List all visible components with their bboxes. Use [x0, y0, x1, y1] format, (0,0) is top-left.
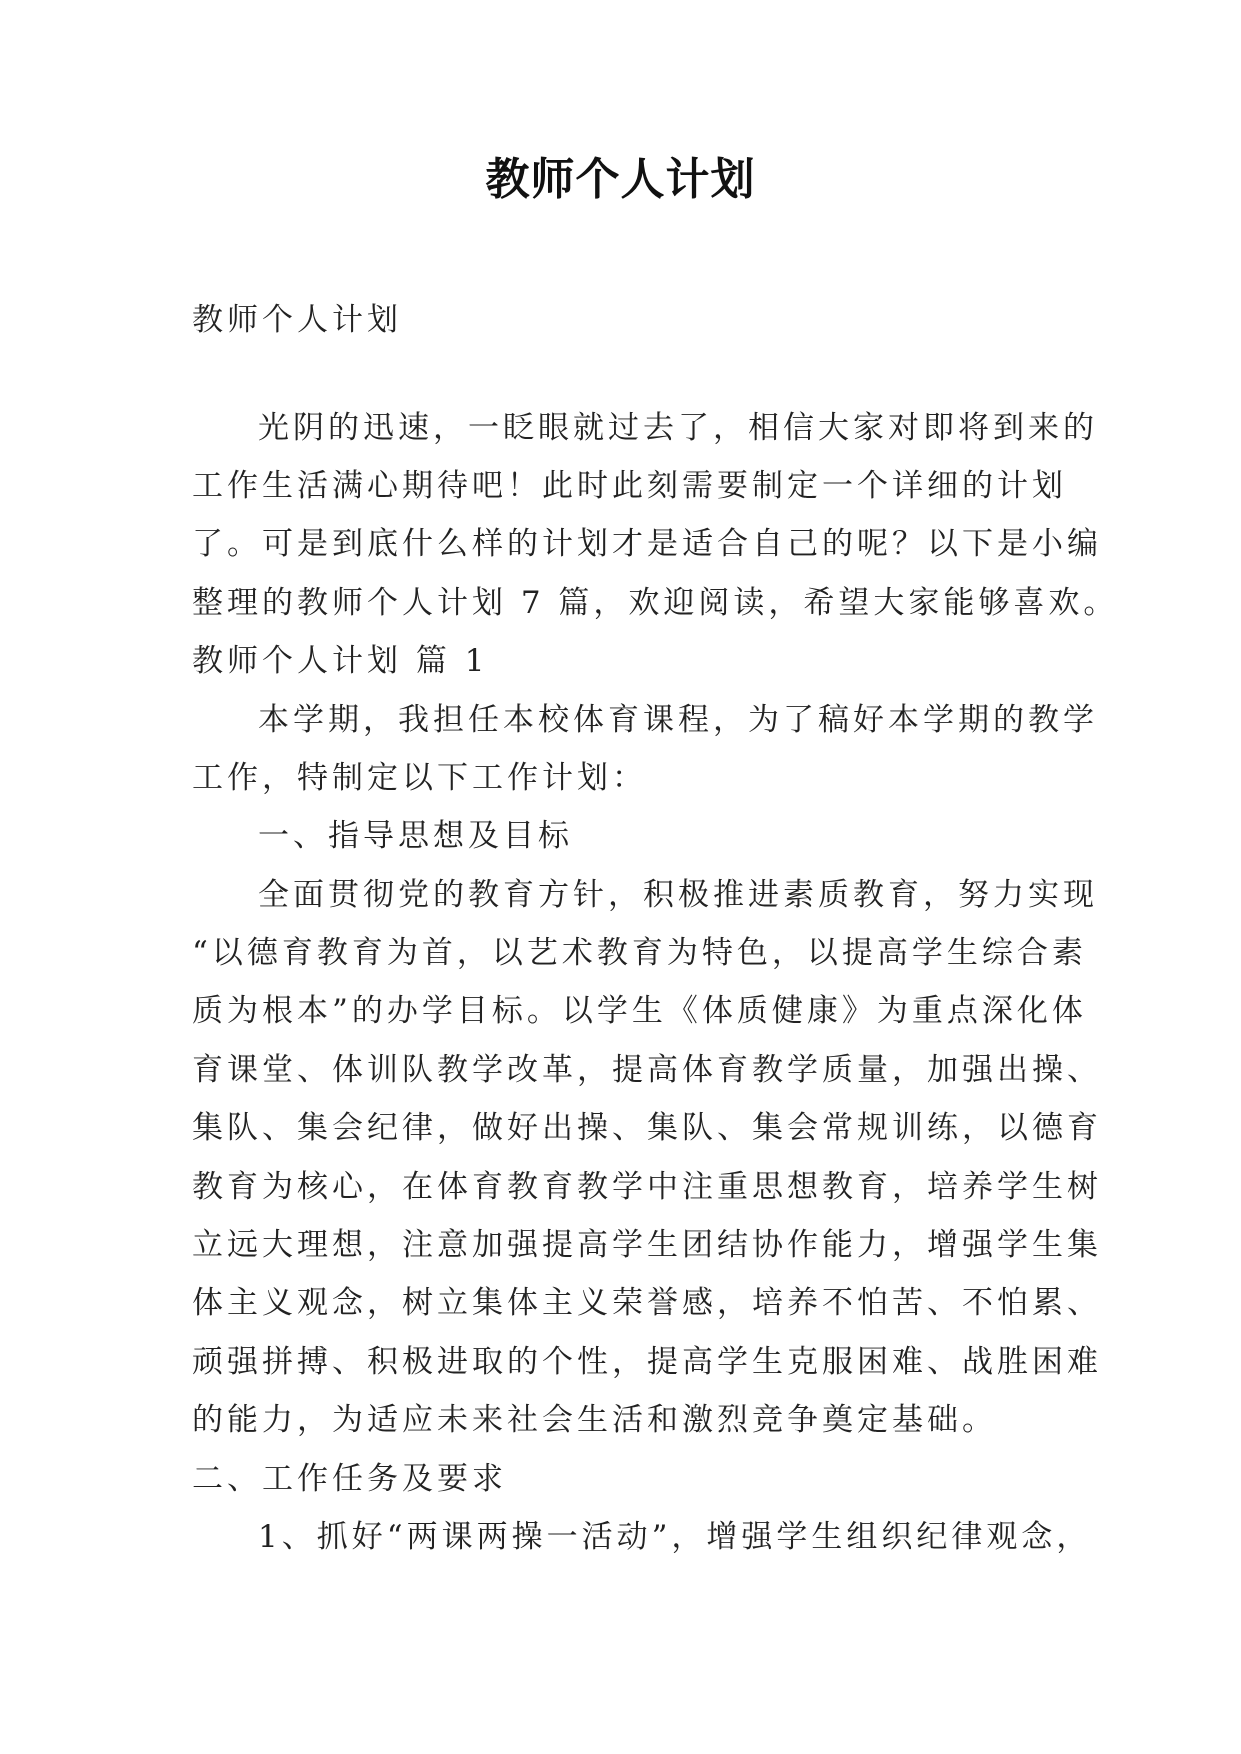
- paragraph-line: 顽强拼搏、积极进取的个性，提高学生克服困难、战胜困难: [192, 1344, 1102, 1380]
- paragraph-line: 育课堂、体训队教学改革，提高体育教学质量，加强出操、: [192, 1052, 1102, 1088]
- paragraph-line: 质为根本”的办学目标。以学生《体质健康》为重点深化体: [192, 993, 1087, 1029]
- paragraph-line: 了。可是到底什么样的计划才是适合自己的呢？以下是小编: [192, 526, 1102, 562]
- paragraph-line: 立远大理想，注意加强提高学生团结协作能力，增强学生集: [192, 1227, 1102, 1263]
- document-title: 教师个人计划: [485, 154, 756, 205]
- doc-subtitle: 教师个人计划: [192, 302, 402, 338]
- section-heading: 1、抓好“两课两操一活动”，增强学生组织纪律观念，: [258, 1519, 1092, 1555]
- section-heading: 一、指导思想及目标: [258, 818, 573, 854]
- paragraph-line: 教育为核心，在体育教育教学中注重思想教育，培养学生树: [192, 1169, 1102, 1205]
- paragraph-line: 本学期，我担任本校体育课程，为了稿好本学期的教学: [258, 702, 1098, 738]
- paragraph-line: 工作，特制定以下工作计划：: [192, 760, 647, 796]
- paragraph-line: 二、工作任务及要求: [192, 1461, 507, 1497]
- section-heading: 教师个人计划 篇 1: [192, 643, 489, 679]
- paragraph-line: 体主义观念，树立集体主义荣誉感，培养不怕苦、不怕累、: [192, 1285, 1102, 1321]
- paragraph-line: “以德育教育为首，以艺术教育为特色，以提高学生综合素: [192, 935, 1087, 971]
- paragraph-line: 整理的教师个人计划 7 篇，欢迎阅读，希望大家能够喜欢。: [192, 585, 1119, 621]
- paragraph-line: 工作生活满心期待吧！此时此刻需要制定一个详细的计划: [192, 468, 1067, 504]
- paragraph-line: 集队、集会纪律，做好出操、集队、集会常规训练，以德育: [192, 1110, 1102, 1146]
- paragraph-line: 全面贯彻党的教育方针，积极推进素质教育，努力实现: [258, 877, 1098, 913]
- paragraph-line: 的能力，为适应未来社会生活和激烈竞争奠定基础。: [192, 1402, 997, 1438]
- paragraph-line: 光阴的迅速，一眨眼就过去了，相信大家对即将到来的: [258, 410, 1098, 446]
